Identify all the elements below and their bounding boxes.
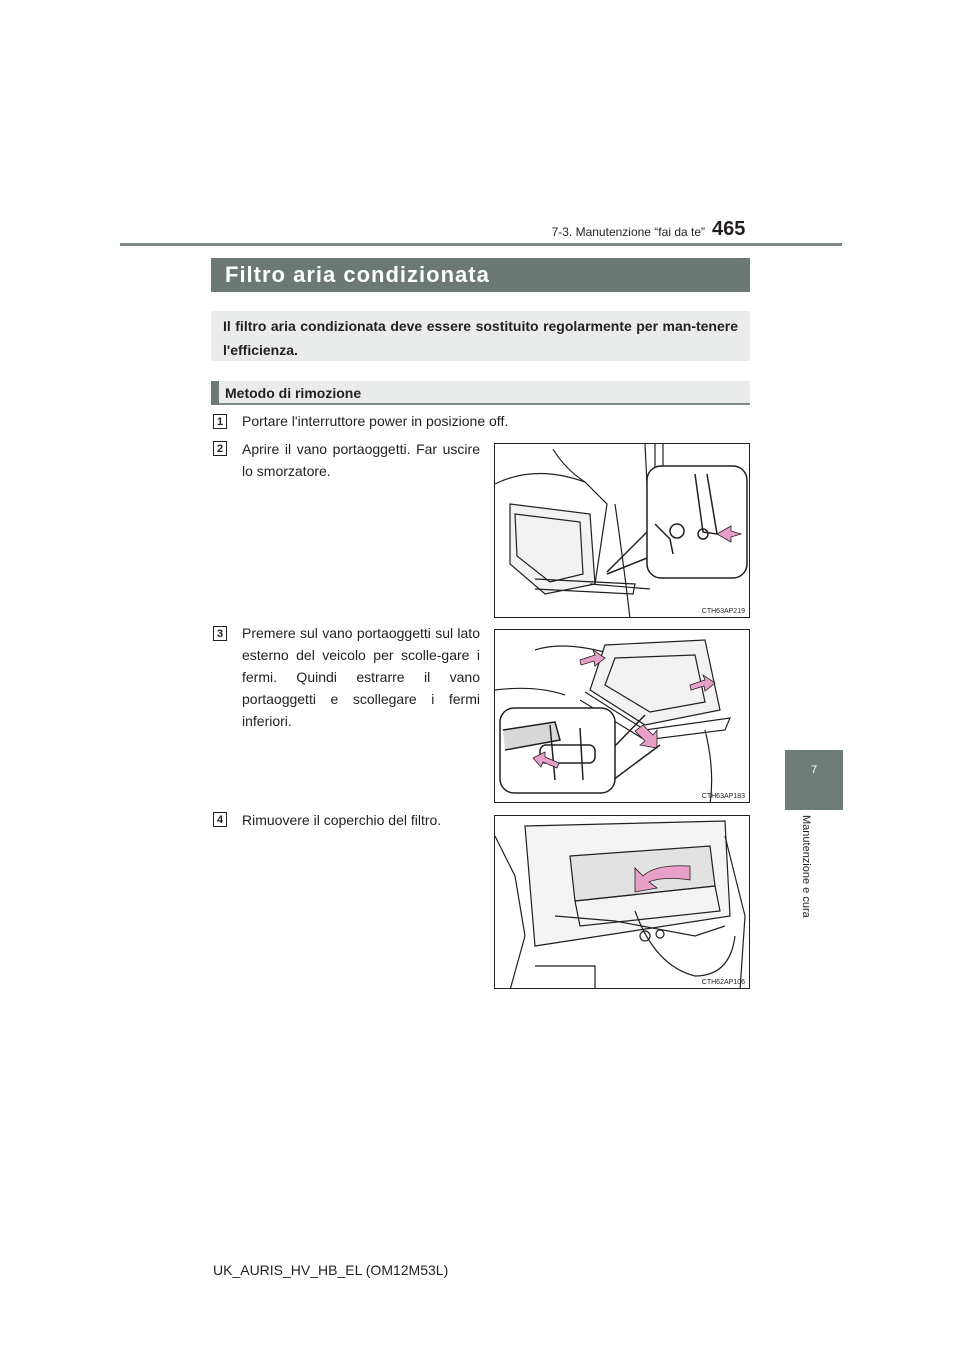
step-text-4: Rimuovere il coperchio del filtro. [242, 812, 442, 828]
step-text-2: Aprire il vano portaoggetti. Far uscire lo smorzatore. [242, 441, 480, 479]
subheading-accent [211, 381, 219, 405]
figure-filter-cover [494, 815, 750, 989]
chapter-label: Manutenzione e cura [800, 815, 812, 918]
footer-document-code: UK_AURIS_HV_HB_EL (OM12M53L) [213, 1262, 449, 1278]
step-number-4: 4 [213, 812, 227, 827]
step-number-3: 3 [213, 626, 227, 641]
page-title: Filtro aria condizionata [211, 258, 750, 292]
step-number-2: 2 [213, 441, 227, 456]
chapter-tab [785, 750, 843, 810]
step-number-1: 1 [213, 414, 227, 429]
subheading [211, 381, 750, 405]
chapter-number: 7 [810, 764, 818, 776]
header-rule [120, 243, 842, 246]
intro-box: Il filtro aria condizionata deve essere sostituito regolarmente per man-tenere l'efficienza. [211, 311, 750, 361]
subheading-text: Metodo di rimozione [225, 385, 362, 401]
step-text-1: Portare l'interruttore power in posizione off. [242, 413, 509, 429]
step-text-3: Premere sul vano portaoggetti sul lato esterno del veicolo per scolle-gare i fermi. Quindi estrarre il vano portaoggetti e scollegare i fermi inferiori. [242, 625, 480, 729]
figure-code-2: CTH63AP219 [701, 608, 745, 615]
glovebox-damper-illustration [495, 444, 750, 618]
glovebox-removal-illustration [495, 630, 750, 803]
figure-glovebox-damper [494, 443, 750, 618]
header-section-title: 7-3. Manutenzione “fai da te” [551, 225, 705, 239]
figure-glovebox-removal [494, 629, 750, 803]
figure-code-4: CTH62AP106 [701, 979, 745, 986]
page-number: 465 [712, 218, 746, 240]
figure-code-3: CTH63AP183 [701, 793, 745, 800]
filter-cover-illustration [495, 816, 750, 989]
